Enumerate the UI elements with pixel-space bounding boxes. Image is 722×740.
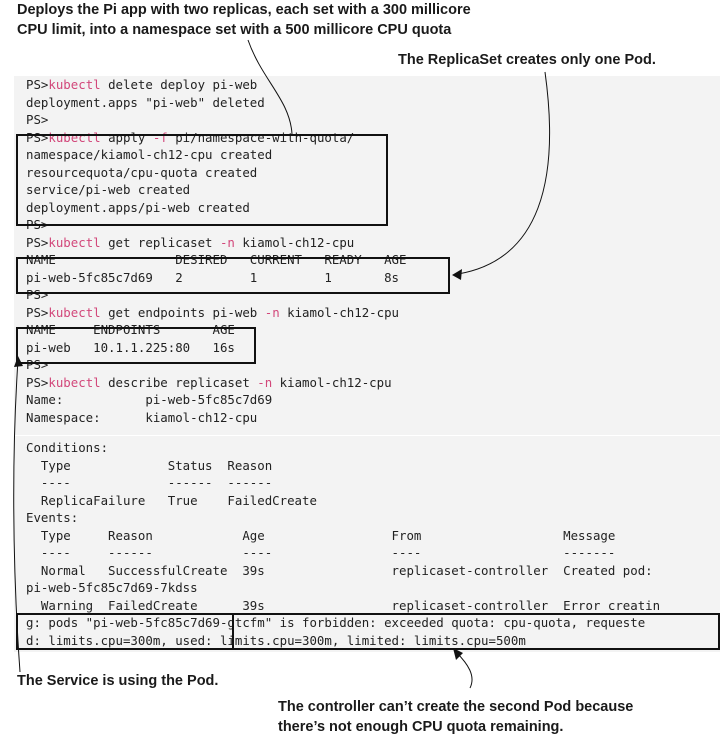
callout-top-line2: CPU limit, into a namespace set with a 500 millicore CPU quota: [17, 22, 452, 38]
output-text: resourcequota/cpu-quota created: [26, 164, 258, 180]
command-name: kubectl: [48, 304, 101, 320]
output-text: NAME ENDPOINTS AGE: [26, 322, 235, 337]
terminal-line: [26, 439, 660, 457]
terminal-line: [26, 544, 660, 562]
command-name: kubectl: [48, 77, 101, 92]
terminal-line: [26, 374, 406, 392]
command-args: apply: [100, 129, 153, 145]
endpoints-table-highlight: [16, 327, 256, 364]
terminal-line: [26, 234, 406, 252]
replicaset-table-highlight: [16, 257, 450, 294]
prompt: PS>: [26, 77, 49, 92]
output-text: d: limits.cpu=300m, used: limits.cpu=300m, limited: limits.cpu=500m: [26, 632, 526, 648]
output-text: Name: pi-web-5fc85c7d69: [26, 392, 273, 407]
prompt: PS>: [26, 129, 49, 145]
command-args: pi/namespace-with-quota/: [167, 129, 355, 145]
prompt: PS>: [26, 374, 49, 390]
output-text: pi-web 10.1.1.225:80 16s: [26, 339, 235, 355]
output-text: ---- ------ ---- ---- -------: [26, 545, 616, 560]
callout-service: The Service is using the Pod.: [17, 673, 219, 689]
terminal-output-1: [14, 76, 720, 435]
command-args: kiamol-ch12-cpu: [234, 234, 355, 250]
terminal-line: [26, 509, 660, 527]
command-args: get replicaset: [100, 234, 220, 250]
output-text: ReplicaFailure True FailedCreate: [26, 492, 317, 508]
callout-controller-line1: The controller can’t create the second Pod because: [278, 699, 634, 715]
output-text: NAME DESIRED CURRENT READY AGE: [26, 252, 407, 267]
command-name: kubectl: [48, 129, 101, 145]
output-text: Type Reason Age From Message: [26, 527, 616, 543]
prompt: PS>: [26, 112, 49, 127]
command-args: describe replicaset: [100, 374, 258, 390]
terminal-line: [26, 474, 660, 492]
output-text: pi-web-5fc85c7d69 2 1 1 8s: [26, 269, 399, 285]
output-text: service/pi-web created: [26, 182, 191, 197]
output-text: g: pods "pi-web-5fc85c7d69-gtcfm" is forbidden: exceeded quota: cpu-quota, requeste: [26, 615, 646, 630]
terminal-line: [26, 597, 660, 615]
output-text: Conditions:: [26, 440, 109, 455]
output-text: ---- ------ ------: [26, 475, 273, 490]
quota-error-highlight: [16, 613, 720, 650]
prompt: PS>: [26, 357, 49, 372]
terminal-line: [26, 76, 406, 94]
command-args: kiamol-ch12-cpu: [272, 374, 392, 390]
command-args: get endpoints pi-web: [100, 304, 265, 320]
terminal-line: [26, 457, 660, 475]
terminal-text-1: [26, 76, 406, 426]
output-text: Normal SuccessfulCreate 39s replicaset-controller Created pod:: [26, 562, 653, 578]
callout-replicaset: The ReplicaSet creates only one Pod.: [398, 52, 656, 68]
prompt: PS>: [26, 217, 49, 232]
command-flag: -n: [257, 374, 273, 390]
output-text: Warning FailedCreate 39s replicaset-controller Error creatin: [26, 597, 661, 613]
terminal-line: [26, 391, 406, 409]
terminal-line: [26, 579, 660, 597]
output-text: Events:: [26, 510, 79, 525]
apply-output-highlight: [16, 134, 388, 226]
command-name: kubectl: [48, 374, 101, 390]
output-text: pi-web-5fc85c7d69-7kdss: [26, 580, 198, 595]
command-args: kiamol-ch12-cpu: [279, 304, 400, 320]
output-text: Namespace: kiamol-ch12-cpu: [26, 409, 258, 425]
terminal-line: [26, 527, 660, 545]
terminal-line: [26, 492, 660, 510]
command-args: delete deploy pi-web: [100, 77, 258, 92]
terminal-line: [26, 562, 660, 580]
quota-detail-highlight: [232, 613, 237, 650]
callout-controller-line2: there’s not enough CPU quota remaining.: [278, 719, 564, 735]
command-flag: -f: [152, 129, 168, 145]
prompt: PS>: [26, 304, 49, 320]
prompt: PS>: [26, 234, 49, 250]
output-text: deployment.apps/pi-web created: [26, 199, 250, 215]
terminal-line: [26, 304, 406, 322]
output-text: deployment.apps "pi-web" deleted: [26, 94, 265, 110]
output-text: namespace/kiamol-ch12-cpu created: [26, 147, 273, 162]
command-name: kubectl: [48, 234, 101, 250]
output-text: Type Status Reason: [26, 457, 273, 473]
command-flag: -n: [264, 304, 280, 320]
terminal-line: [26, 409, 406, 427]
terminal-line: [26, 111, 406, 129]
command-flag: -n: [219, 234, 235, 250]
arrow-controller: [456, 652, 472, 688]
terminal-line: [26, 94, 406, 112]
prompt: PS>: [26, 287, 49, 302]
callout-top-line1: Deploys the Pi app with two replicas, each set with a 300 millicore: [17, 2, 471, 18]
